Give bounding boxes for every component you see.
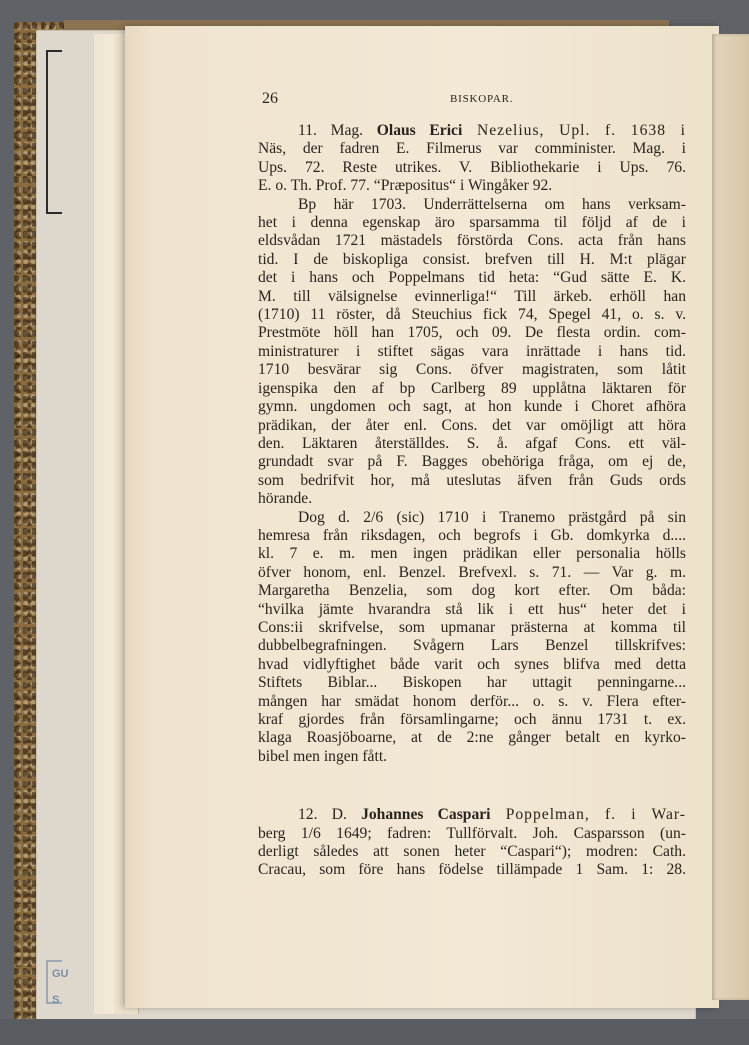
text-line: dubbelbegrafningen. Svågern Lars Benzel tillskrifves: (258, 637, 686, 655)
text-line: hvad vidlyftighet både varit och synes blifva med detta (258, 655, 686, 673)
person-name: Olaus Erici (376, 122, 463, 139)
text-line: öfver honom, enl. Benzel. Brefvexl. s. 71. — Var g. m. (258, 563, 686, 581)
text-line: berg 1/6 1649; fadren: Tullförvalt. Joh. Casparsson (un- (258, 824, 686, 842)
running-header (262, 90, 682, 108)
text-line: Ups. 72. Reste utrikes. V. Bibliothekarie i Ups. 76. (258, 158, 686, 176)
text-line: E. o. Th. Prof. 77. “Præpositus“ i Wingåker 92. (258, 177, 553, 195)
text-line: (1710) 11 röster, då Steuchius fick 74, Spegel 41, o. s. v. (258, 306, 686, 324)
text-line: Dog d. 2/6 (sic) 1710 i Tranemo prästgård på sin (298, 508, 686, 526)
text-line: M. till välsignelse evinnerliga!“ Till ärkeb. erhöll han (258, 287, 686, 305)
running-title: BISKOPAR. (450, 93, 514, 105)
page-bracket-mark (46, 50, 62, 214)
text-line: tid. I de biskopliga consist. brefven till H. M:t plägar (258, 250, 686, 268)
text-line: det i hans och Poppelmans tid heta: “Gud sätte E. K. (258, 269, 686, 287)
text-line: som bedrifvit hor, må uteslutas äfven från Guds ords (258, 471, 686, 489)
text-line: het i denna egenskap äro sparsamma til följd af de i (258, 214, 686, 232)
text-line: 12. D. Johannes Caspari Poppelman, f. i War- (298, 806, 686, 824)
paragraph-death (258, 509, 686, 767)
text-line: eldsvådan 1721 mästadels förstörda Cons. acta från hans (258, 232, 686, 250)
text-line: Bp här 1703. Underrättelserna om hans verksam- (298, 195, 686, 213)
text-line: den. Läktaren återställdes. S. å. afgaf Cons. ett väl- (258, 434, 686, 452)
fore-page-mark: GU (52, 968, 69, 980)
text-line: Prestmöte höll han 1705, och 09. De flesta ordin. com- (258, 324, 686, 342)
text-line: “hvilka jämte hvarandra stå lik i ett hus“ heter det i (258, 600, 686, 618)
text-line: Margaretha Benzelia, som dog kort efter. Om båda: (258, 582, 686, 600)
text-line: igenspika den af bp Carlberg 89 upplåtna läktaren för (258, 379, 686, 397)
text-line: gymn. ungdomen och sagt, at hon kunde i Choret afhöra (258, 398, 686, 416)
text-line: Näs, der fadren E. Filmerus var comminister. Mag. i (258, 140, 686, 158)
text-line: derligt således att sonen heter “Caspari“); modren: Cath. (258, 843, 686, 861)
text-line: 11. Mag. Olaus Erici Nezelius, Upl. f. 1638 i (298, 122, 686, 139)
scanner-background (0, 1019, 749, 1045)
text-line: Stiftets Biblar... Biskopen har uttagit penningarne... (258, 674, 686, 692)
text-line: prädikan, der åter enl. Cons. det var omöjligt att höra (258, 416, 686, 434)
text-line: klaga Roasjöboarne, at de 2:ne gånger betalt en kyrko- (258, 729, 686, 747)
text-line: kraf gjordes från församlingarne; och ännu 1731 t. ex. (258, 711, 686, 728)
text-line: grundadt svar på F. Bagges obehöriga fråga, om ej de, (258, 453, 686, 471)
text-line: bibel men ingen fått. (258, 747, 388, 765)
paragraph-bishop-tenure (258, 196, 686, 509)
text-line: Cons:ii skrifvelse, som upmanar prästerna at komma til (258, 618, 686, 636)
next-page-edge (712, 34, 749, 1000)
text-line: 1710 besvärar sig Cons. öfver magistraten, som låtit (258, 361, 686, 379)
text-line: ministraturer i stiftet sägas vara inrättade i hans tid. (258, 342, 686, 360)
page-text (258, 122, 686, 880)
entry-12 (258, 806, 686, 880)
text-line: mången har smädat honom derför... o. s. v. Flera efter- (258, 692, 686, 710)
text-line: hörande. (258, 490, 313, 508)
entry-11 (258, 122, 686, 196)
text-line: hemresa från riksdagen, och begrofs i Gb. domkyrka d.... (258, 526, 686, 544)
page-number: 26 (262, 90, 278, 107)
text-line: Cracau, som före hans födelse tillämpade 1 Sam. 1: 28. (258, 861, 686, 879)
text-line: kl. 7 e. m. men ingen prädikan eller personalia hölls (258, 545, 686, 563)
fore-page-mark: S (52, 994, 60, 1006)
person-name: Johannes Caspari (361, 806, 491, 824)
